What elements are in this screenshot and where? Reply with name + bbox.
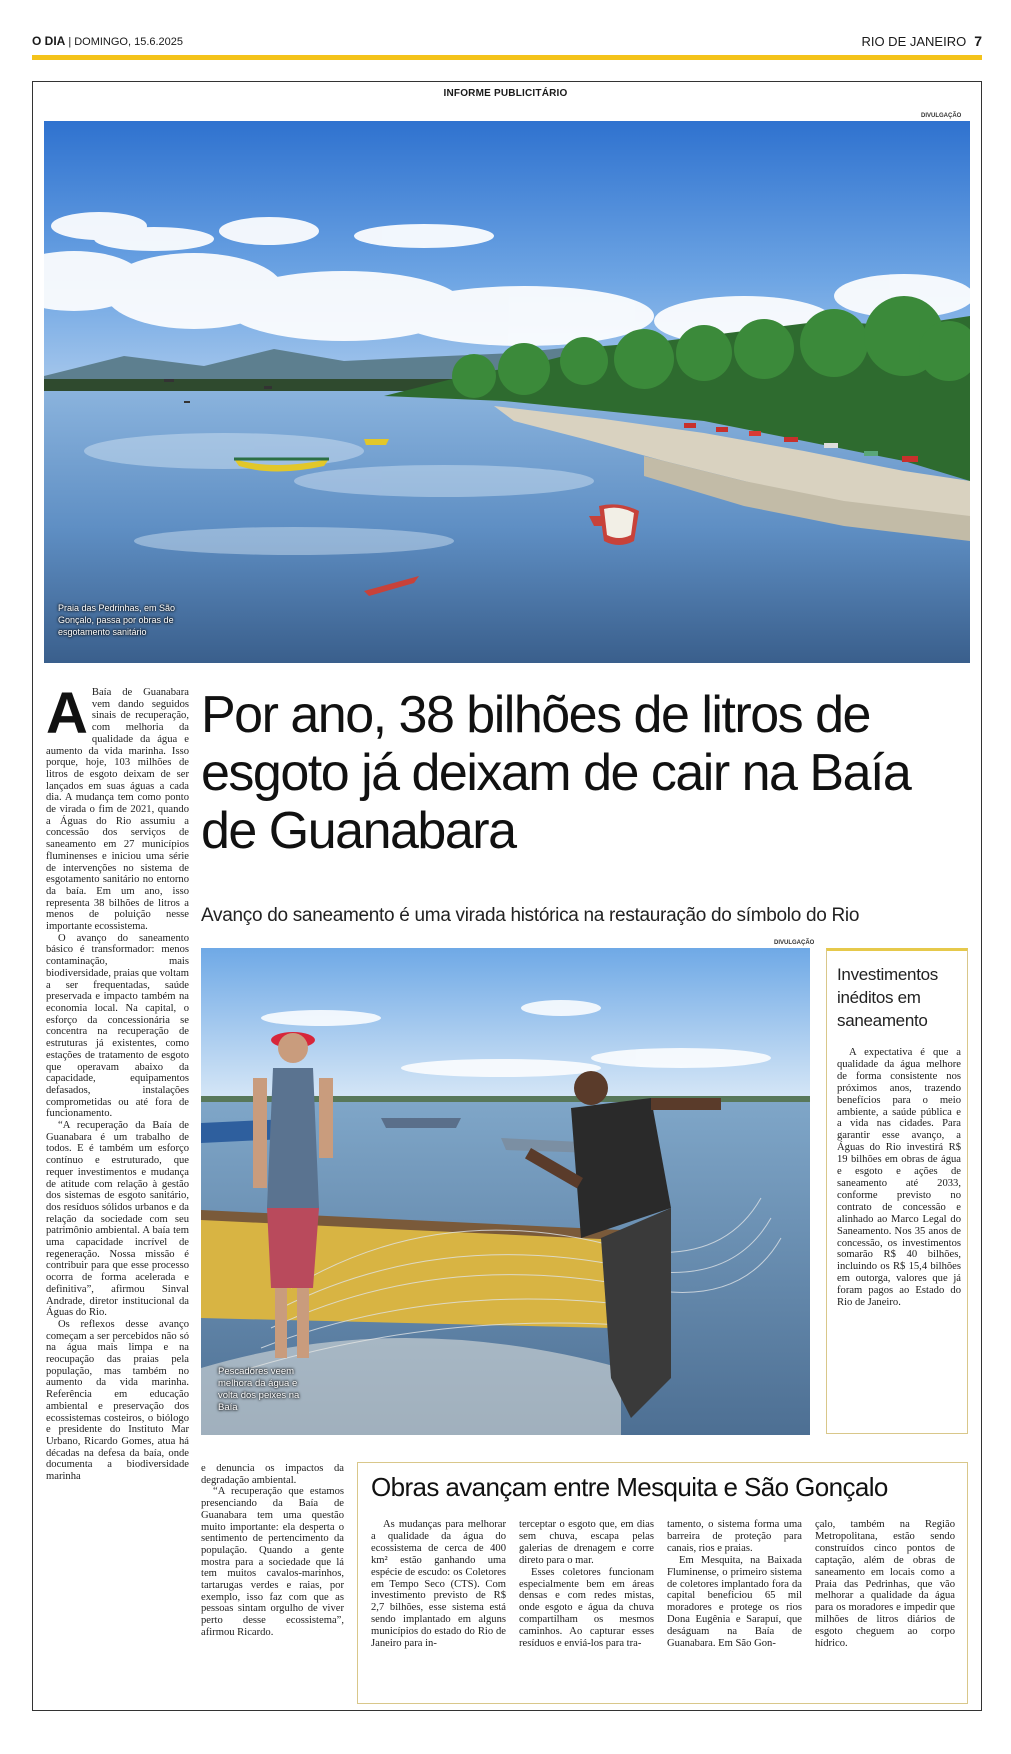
- box-column-1: [371, 1519, 506, 1650]
- page-number: 7: [974, 33, 982, 49]
- photo2-caption: Pescadores veem melhora da água e volta dos peixes na Baía: [218, 1366, 300, 1413]
- article-column-2: [201, 1463, 344, 1639]
- hero-photo-credit: DIVULGAÇÃO: [921, 113, 962, 119]
- box-paragraph: terceptar o esgoto que, em dias sem chuva, escapa pelas galerias de drenagem e corre direto para o mar.: [519, 1519, 654, 1566]
- article-paragraph-1: [46, 681, 189, 933]
- sidebar-body: [837, 1047, 961, 1309]
- hero-photo-illustration: [44, 121, 970, 663]
- newspaper-brand: O DIA: [32, 34, 66, 48]
- article-paragraph-3: “A recuperação da Baía de Guanabara é um trabalho de todos. E é também um esforço contínuo e estruturado, que requer investimentos e mudança de atitude com relação à gestão dos sistemas de esgoto sanitário, dos resíduos sólidos urbanos e da relação da sociedade com seu patrimônio ambiental. A baía tem uma capacidade incrível de regeneração. Nossa missão é contribuir para que esse processo ocorra de forma acelerada e definitiva”, afirmou Sinval Andrade, diretor institucional da Águas do Rio.: [46, 1120, 189, 1319]
- article-dropcap: A: [46, 681, 88, 746]
- sidebar-paragraph: A expectativa é que a qualidade da água melhore de forma consistente nos próximos anos, trazendo benefícios para o meio ambiente, a saúde pública e a vida nas cidades. Para garantir esse avanço, a Águas do Rio investirá R$ 19 bilhões em obras de água e esgoto e ações de saneamento até 2033, conforme previsto no contrato de concessão e alinhado ao Marco Legal do Saneamento. Nos 35 anos de concessão, os investimentos somarão R$ 40 bilhões, incluindo os R$ 15,4 bilhões em outorga, valores que já foram pagos ao Estado do Rio de Janeiro.: [837, 1047, 961, 1309]
- sidebar-title: Investimentos inéditos em saneamento: [837, 965, 938, 1030]
- fishermen-photo: [201, 948, 810, 1435]
- section-name: RIO DE JANEIRO: [861, 34, 967, 49]
- article-paragraph-2: O avanço do saneamento básico é transformador: menos contaminação, mais biodiversidade, praias que voltam a ser frequentadas, saúde preservada e impacto também na economia local. Na capital, o esforço da concessionária se concentra na recuperação de estruturas já existentes, como estações de tratamento de esgoto que operavam abaixo da capacidade, equipamentos defasados, instalações comprometidas ou até fora de funcionamento.: [46, 932, 189, 1120]
- fishermen-photo-illustration: [201, 948, 810, 1435]
- box-paragraph: As mudanças para melhorar a qualidade da água do ecossistema de cerca de 400 km² estão ganhando uma espécie de escudo: os Coletores em Tempo Seco (CTS). Com investimento previsto de R$ 2,7 bilhões, esse sistema está sendo implantado em alguns municípios do estado do Rio de Janeiro para in-: [371, 1519, 506, 1650]
- box-paragraph: Em Mesquita, na Baixada Fluminense, o primeiro sistema de coletores implantado fora da capital beneficiou 65 mil moradores e protege os rios Dona Eugênia e Sarapuí, que deságuam na Baía de Guanabara. Em São Gon-: [667, 1554, 802, 1650]
- box-paragraph: Esses coletores funcionam especialmente bem em áreas densas e com redes mistas, onde esgoto e água da chuva compartilham os mesmos caminhos. Ao capturar esses resíduos e enviá-los para tra-: [519, 1566, 654, 1650]
- article-paragraph-5: e denuncia os impactos da degradação ambiental.: [201, 1463, 344, 1486]
- article-subhead: Avanço do saneamento é uma virada histórica na restauração do símbolo do Rio: [201, 905, 860, 926]
- page-header: [32, 34, 982, 52]
- box-title: Obras avançam entre Mesquita e São Gonçalo: [371, 1472, 888, 1502]
- box-column-2: [519, 1519, 654, 1650]
- article-paragraph-4: Os reflexos desse avanço começam a ser percebidos não só na água mais limpa e na reocupação das praias pela população, mas também no aumento da vida marinha. Referência em educação ambiental e preservação dos ecossistemas costeiros, o biólogo e presidente do Instituto Mar Urbano, Ricardo Gomes, atua há décadas na defesa da baía, onde documenta a biodiversidade marinha: [46, 1318, 189, 1483]
- header-left: [32, 34, 183, 48]
- header-separator: |: [68, 36, 72, 48]
- investments-sidebar: [826, 948, 968, 1434]
- edition-date: DOMINGO, 15.6.2025: [74, 36, 184, 48]
- box-column-4: [815, 1519, 955, 1650]
- article-paragraph-6: “A recuperação que estamos presenciando da Baía de Guanabara tem uma questão muito importante: ela desperta o sentimento de pertencimento da população. Quando a gente mostra para a sociedade que lá tem muitos cavalos-marinhos, tartarugas verdes e raias, por exemplo, isso faz com que as pessoas sintam orgulho de viver perto desse ecossistema”, afirmou Ricardo.: [201, 1486, 344, 1638]
- box-column-3: [667, 1519, 802, 1650]
- box-paragraph: tamento, o sistema forma uma barreira de proteção para canais, rios e praias.: [667, 1519, 802, 1554]
- article-column-1: [46, 681, 189, 1483]
- box-paragraph: çalo, também na Região Metropolitana, estão sendo construídos cinco pontos de captação, além de obras de saneamento em locais como a Praia das Pedrinhas, que vão melhorar a qualidade da água para os moradores e impedir que milhões de litros diários de esgoto cheguem ao corpo hídrico.: [815, 1519, 955, 1650]
- hero-photo: [44, 121, 970, 663]
- works-box: [357, 1462, 968, 1704]
- hero-photo-caption: Praia das Pedrinhas, em São Gonçalo, passa por obras de esgotamento sanitário: [58, 603, 176, 637]
- article-paragraph-1-text: Baía de Guanabara vem dando seguidos sinais de recuperação, com melhoria da qualidade da água e aumento da vida marinha. Isso porque, hoje, 103 milhões de litros de esgoto deixam de ser lançados em suas águas a cada dia. A mudança tem como ponto de virada o fim de 2021, quando a Águas do Rio assumiu a concessão dos serviços de saneamento em 27 municípios fluminenses e iniciou uma série de intervenções no sistema de esgotamento sanitário no entorno da baía. Em um ano, isso representa 38 bilhões de litros a menos de poluição nesse importante ecossistema.: [46, 687, 189, 933]
- photo2-credit: DIVULGAÇÃO: [774, 940, 815, 946]
- informe-label: INFORME PUBLICITÁRIO: [443, 88, 568, 99]
- header-right: [861, 33, 982, 49]
- article-headline: Por ano, 38 bilhões de litros de esgoto já deixam de cair na Baía de Guanabara: [201, 686, 911, 860]
- header-rule: [32, 55, 982, 60]
